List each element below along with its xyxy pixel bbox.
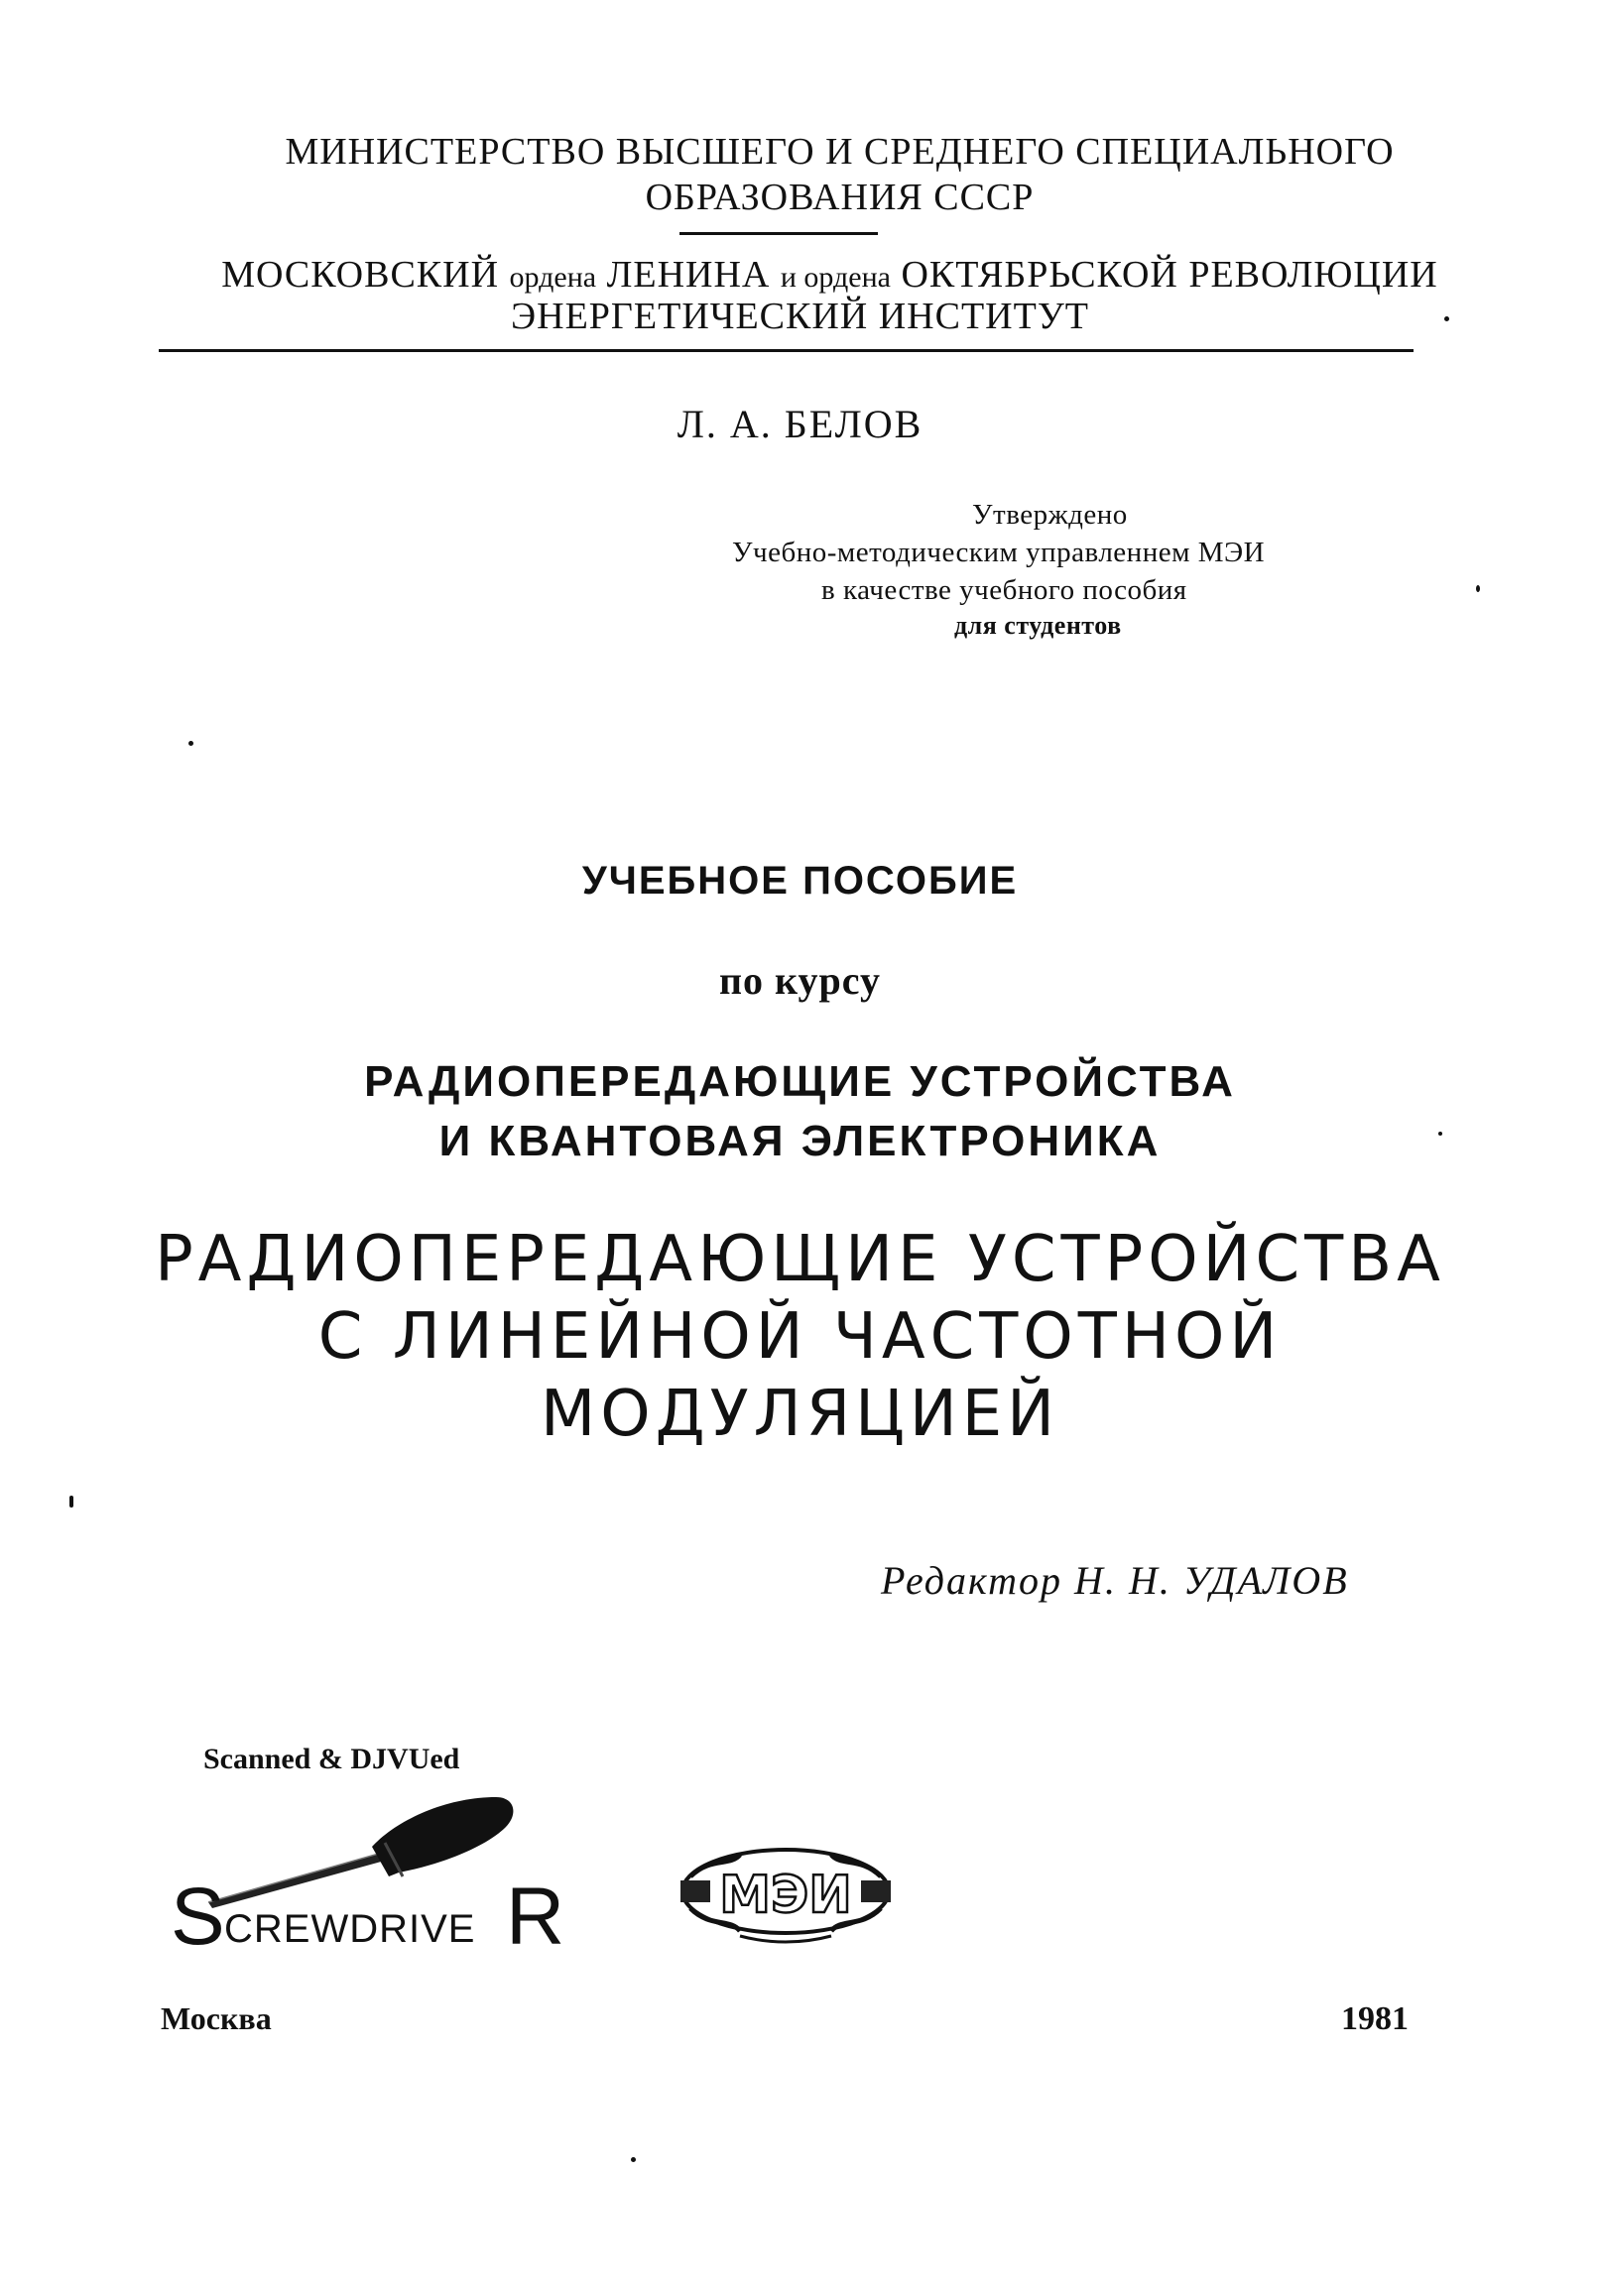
institute-part-3: ЛЕНИНА	[606, 254, 771, 296]
institute-line-2: ЭНЕРГЕТИЧЕСКИЙ ИНСТИТУТ	[511, 296, 1089, 337]
scan-speck	[69, 1496, 73, 1508]
logo-middle-letters: CREWDRIVE	[224, 1907, 476, 1951]
publication-city: Москва	[161, 2000, 272, 2036]
scan-speck	[188, 741, 193, 746]
institute-part-1: МОСКОВСКИЙ	[221, 254, 500, 296]
header-divider-short	[679, 232, 878, 235]
ministry-line-1: МИНИСТЕРСТВО ВЫСШЕГО И СРЕДНЕГО СПЕЦИАЛЬНОГО	[285, 131, 1395, 173]
institute-part-4: и ордена	[780, 261, 891, 294]
institute-part-2: ордена	[509, 261, 597, 294]
scan-speck	[631, 2157, 636, 2162]
author-name: Л. А. БЕЛОВ	[677, 402, 923, 446]
course-prefix: по курсу	[719, 958, 881, 1003]
course-title-line-1: РАДИОПЕРЕДАЮЩИЕ УСТРОЙСТВА	[364, 1057, 1236, 1106]
institute-part-5: ОКТЯБРЬСКОЙ РЕВОЛЮЦИИ	[901, 254, 1438, 296]
main-title-line-3: МОДУЛЯЦИЕЙ	[540, 1378, 1060, 1451]
mei-emblem-letters: МЭИ	[719, 1866, 852, 1925]
editor-credit: Редактор Н. Н. УДАЛОВ	[881, 1558, 1349, 1603]
screwdriver-logo	[169, 1785, 585, 1954]
mei-emblem-icon	[671, 1837, 901, 1946]
course-title-line-2: И КВАНТОВАЯ ЭЛЕКТРОНИКА	[438, 1117, 1162, 1165]
publication-year: 1981	[1341, 2000, 1409, 2037]
approval-line-3: в качестве учебного пособия	[821, 574, 1187, 606]
scan-speck	[1438, 1132, 1442, 1136]
approval-line-2: Учебно-методическим управленнем МЭИ	[732, 537, 1266, 568]
approval-line-1: Утверждено	[972, 499, 1128, 531]
logo-letter-r: R	[506, 1872, 565, 1954]
screwdriver-icon	[208, 1797, 513, 1908]
document-type: УЧЕБНОЕ ПОСОБИЕ	[581, 859, 1019, 903]
logo-letter-s: S	[171, 1872, 225, 1954]
ministry-line-2: ОБРАЗОВАНИЯ СССР	[645, 177, 1035, 218]
approval-line-4: для студентов	[954, 611, 1122, 640]
header-divider-long	[159, 349, 1414, 352]
scan-speck	[1444, 316, 1449, 321]
scan-speck	[1476, 585, 1480, 592]
main-title-line-2: С ЛИНЕЙНОЙ ЧАСТОТНОЙ	[317, 1300, 1283, 1374]
main-title-line-1: РАДИОПЕРЕДАЮЩИЕ УСТРОЙСТВА	[155, 1223, 1445, 1296]
scan-caption: Scanned & DJVUed	[203, 1743, 460, 1775]
